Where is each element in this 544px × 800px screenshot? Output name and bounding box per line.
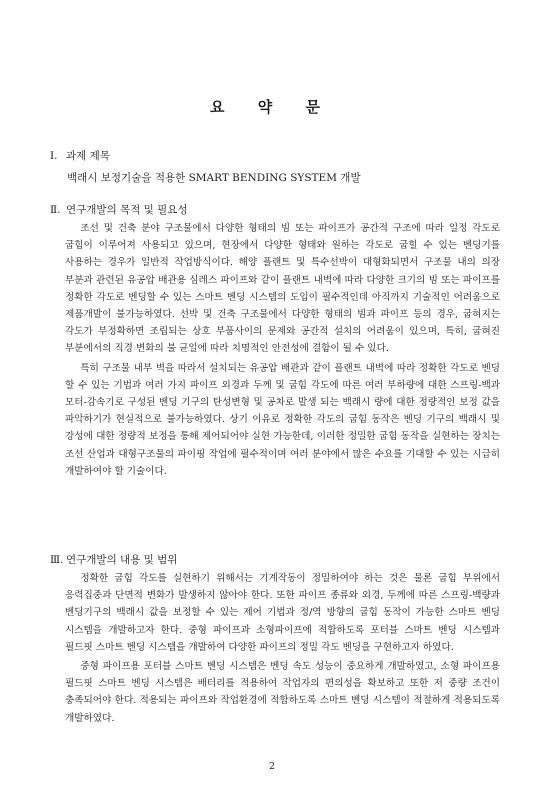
paragraph: 중형 파이프용 포터블 스마트 벤딩 시스템은 벤딩 속도 성능이 중요하게 개발하였고, 소형 파이프용 필드핏 스마트 벤딩 시스템은 배터리를 적용하여 작업자의 편의성을 확보하고 또한 저 중량 조건이 충족되어야 한다. 적용되는 파이프와 작업환경에 적합하도록 스마트 벤딩 시스템이 적절하게 적용되도록 개발하였다.: [65, 661, 500, 724]
section-heading-text: 과제 제목: [66, 150, 110, 162]
section-number: Ⅲ.: [50, 554, 64, 566]
project-subject: 백래시 보정기술을 적용한 SMART BENDING SYSTEM 개발: [67, 172, 361, 184]
page-number: 2: [268, 761, 276, 772]
paragraph: 정확한 굽힘 각도를 실현하기 위해서는 기계작동이 정밀하여야 하는 것은 물론 굽힘 부위에서 응력집중과 단면적 변화가 발생하지 않아야 한다. 또한 파이프 종류와 외경, 두께에 따른 스프링-백량과 벤딩기구의 백래시 값을 보정할 수 있는 제어 기법과 정/역 방향의 굽힘 동작이 가능한 스마트 벤딩 시스템을 개발하고자 한다. 중형 파이프과 소형파이프에 적합하도록 포터블 스마트 벤딩 시스템과 필드핏 스마트 벤딩 시스템을 개발하여 다양한 파이프의 정밀 각도 벤딩을 구현하고자 하였다.: [65, 573, 500, 653]
section-heading: [50, 552, 500, 568]
paragraph: 조선 및 건축 분야 구조물에서 다양한 형태의 빔 또는 파이프가 공간적 구조에 따라 일정 각도로 굽힘이 이루어져 사용되고 있으며, 현장에서 다양한 형태와 원하는 각도로 굽힐 수 있는 벤딩기를 사용하는 경우가 일반적 작업방식이다. 해양 플랜트 및 특수선박이 대형화되면서 구조물 내의 의장 부분과 관련된 유공압 배관용 심레스 파이프와 같이 플랜트 내벽에 따라 다양한 크기의 빔 또는 파이프를 정확한 각도로 벤딩할 수 있는 스마트 벤딩 시스템의 도입이 필수적인데 아직까지 기술적인 어려움으로 제품개발이 불가능하였다. 선박 및 건축 구조물에서 다양한 형태의 빔과 파이프 등의 경우, 굽혀지는 각도가 부정확하면 조립되는 상호 부품사이의 문제와 공간적 설치의 어려움이 있으며, 특히, 굽혀진 부분에서의 직경 변화의 불 균일에 따라 치명적인 안전성에 결함이 될 수 있다.: [65, 223, 500, 355]
section-content-scope: [50, 552, 500, 727]
section-number: Ⅰ.: [50, 150, 58, 162]
page-title: 요 약 문: [210, 98, 334, 116]
section-project-title: [50, 148, 500, 186]
section-heading: [50, 148, 500, 164]
section-number: Ⅱ.: [50, 204, 61, 216]
paragraph: 특히 구조물 내부 벽을 따라서 설치되는 유공압 배관과 같이 플랜트 내벽에 따라 정확한 각도로 벤딩 할 수 있는 기법과 여러 가지 파이프 외경과 두께 및 굽힘 각도에 따른 여러 부하량에 대한 스프링-백과 모터-감속기로 구성된 벤딩 기구의 탄성변형 및 공차로 발생 되는 백래시 량에 대한 정량적인 보정 값을 파악하기가 현실적으로 불가능하였다. 상기 이유로 정확한 각도의 굽힘 동작은 벤딩 기구의 백래시 및 강성에 대한 정량적 보정을 통해 제어되어야 실현 가능한데, 이러한 정밀한 굽힘 동작을 실현하는 장치는 조선 산업과 대형구조물의 파이핑 작업에 필수적이며 여러 분야에서 많은 수요를 기대할 수 있는 시급히 개발하여야 할 기술이다.: [65, 362, 500, 477]
section-heading: [50, 202, 500, 218]
section-heading-text: 연구개발의 내용 및 범위: [66, 554, 178, 566]
section-heading-text: 연구개발의 목적 및 필요성: [66, 204, 188, 216]
section-purpose-necessity: [50, 202, 500, 480]
